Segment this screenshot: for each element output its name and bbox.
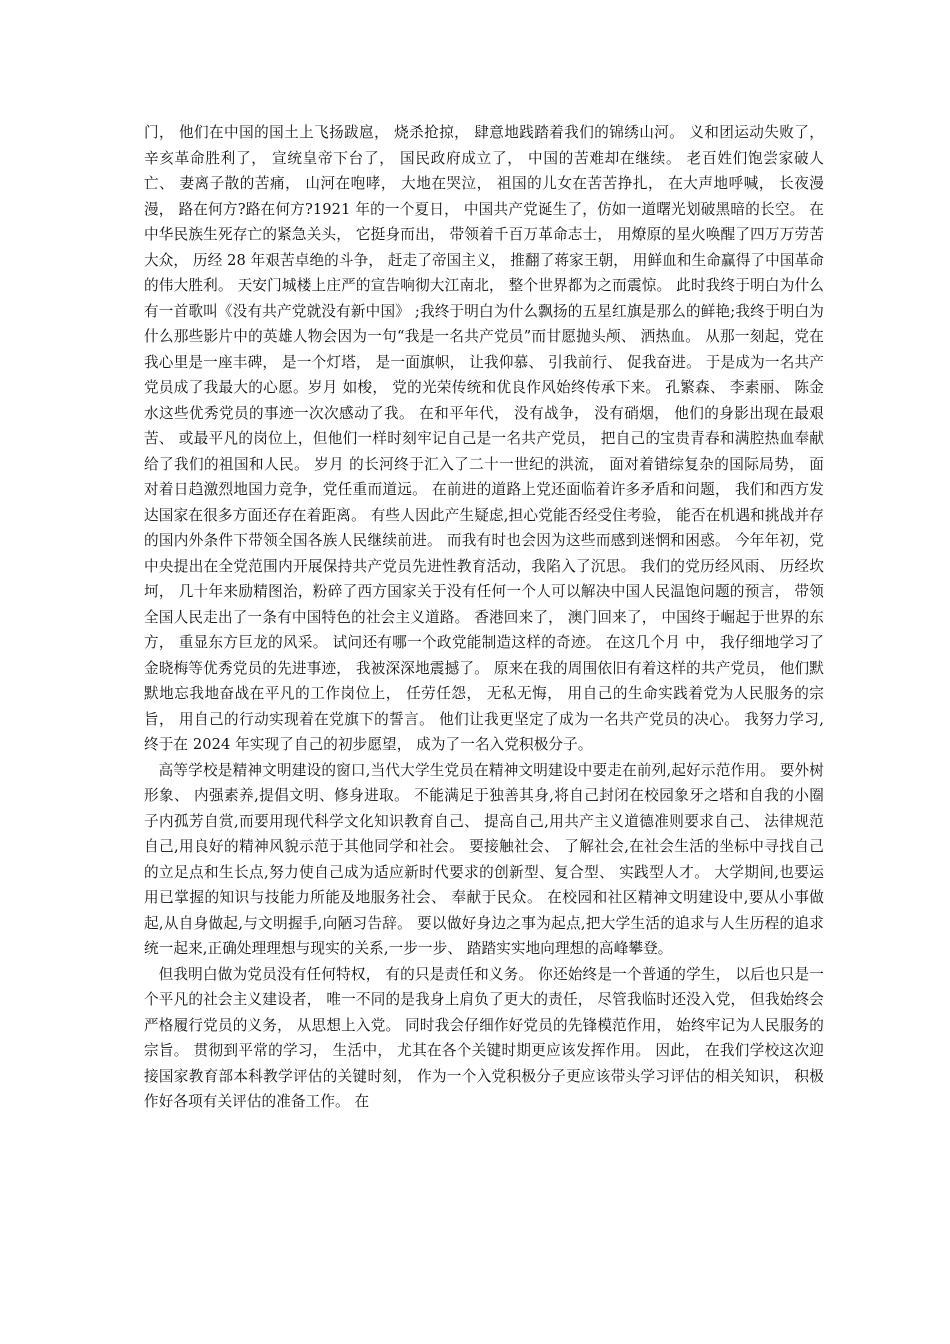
paragraph-1: 门， 他们在中国的国土上飞扬跋扈， 烧杀抢掠， 肆意地践踏着我们的锦绣山河。 义和团运动失败了， 辛亥革命胜利了， 宣统皇帝下台了， 国民政府成立了， 中国的苦难却在继续。 老百姓们饱尝家破人亡、 妻离子散的苦痛， 山河在咆哮， 大地在哭泣， 祖国的儿女在苦苦挣扎， 在大声地呼喊， 长夜漫漫， 路在何方?路在何方?1921 年的一个夏日， 中国共产党诞生了，仿如一道曙光划破黑暗的长空。 在中华民族生死存亡的紧急关头， 它挺身而出， 带领着千百万革命志士， 用燎原的星火唤醒了四万万劳苦大众， 历经 28 年艰苦卓绝的斗争， 赶走了帝国主义， 推翻了蒋家王朝， 用鲜血和生命赢得了中国革命的伟大胜利。 天安门城楼上庄严的宣告响彻大江南北， 整个世界都为之而震惊。 此时我终于明白为什么有一首歌叫《没有共产党就没有新中国》 ;我终于明白为什么飘扬的五星红旗是那么的鲜艳;我终于明白为什么那些影片中的英雄人物会因为一句“我是一名共产党员”而甘愿抛头颅、 洒热血。 从那一刻起，党在我心里是一座丰碑， 是一个灯塔， 是一面旗帜， 让我仰慕、 引我前行、 促我奋进。 于是成为一名共产党员成了我最大的心愿。岁月 如梭， 党的光荣传统和优良作风始终传承下来。 孔繁森、 李素丽、 陈金水这些优秀党员的事迹一次次感动了我。 在和平年代， 没有战争， 没有硝烟， 他们的身影出现在最艰苦、 或最平凡的岗位上，但他们一样时刻牢记自己是一名共产党员， 把自己的宝贵青春和满腔热血奉献给了我们的祖国和人民。 岁月 的长河终于汇入了二十一世纪的洪流， 面对着错综复杂的国际局势， 面对着日趋激烈地国力竞争，党任重而道远。 在前进的道路上党还面临着许多矛盾和问题， 我们和西方发达国家在很多方面还存在着距离。 有些人因此产生疑虑,担心党能否经受住考验， 能否在机遇和挑战并存的国内外条件下带领全国各族人民继续前进。 而我有时也会因为这些而感到迷惘和困惑。 今年年初，党中央提出在全党范围内开展保持共产党员先进性教育活动，我陷入了沉思。 我们的党历经风雨、 历经坎坷， 几十年来励精图治，粉碎了西方国家关于没有任何一个人可以解决中国人民温饱问题的预言， 带领全国人民走出了一条有中国特色的社会主义道路。 香港回来了， 澳门回来了， 中国终于崛起于世界的东方， 重显东方巨龙的风采。 试问还有哪一个政党能制造这样的奇迹。 在这几个月 中， 我仔细地学习了金晓梅等优秀党员的先进事迹， 我被深深地震撼了。 原来在我的周围依旧有着这样的共产党员， 他们默默地忘我地奋战在平凡的工作岗位上， 任劳任怨， 无私无悔， 用自己的生命实践着党为人民服务的宗旨， 用自己的行动实现着在党旗下的誓言。 他们让我更坚定了成为一名共产党员的决心。 我努力学习,终于在 2024 年实现了自己的初步愿望， 成为了一名入党积极分子。 [144,124,824,753]
paragraph-3: 但我明白做为党员没有任何特权， 有的只是责任和义务。 你还始终是一个普通的学生， 以后也只是一个平凡的社会主义建设者， 唯一不同的是我身上肩负了更大的责任， 尽管我临时还没入党， 但我始终会严格履行党员的义务， 从思想上入党。 同时我会仔细作好党员的先锋模范作用， 始终牢记为人民服务的宗旨。 贯彻到平常的学习， 生活中， 尤其在各个关键时期更应该发挥作用。 因此， 在我们学校这次迎接国家教育部本科教学评估的关键时刻， 作为一个入党积极分子更应该带头学习评估的相关知识， 积极作好各项有关评估的准备工作。 在 [144,965,824,1110]
document-page [144,120,824,1115]
paragraph-2: 高等学校是精神文明建设的窗口,当代大学生党员在精神文明建设中要走在前列,起好示范作用。 要外树形象、 内强素养,提倡文明、修身进取。 不能满足于独善其身,将自己封闭在校园象牙之塔和自我的小圈子内孤芳自赏,而要用现代科学文化知识教育自己、 提高自己,用共产主义道德准则要求自己、 法律规范自己,用良好的精神风貌示范于其他同学和社会。 要接触社会、 了解社会,在社会生活的坐标中寻找自己的立足点和生长点,努力使自己成为适应新时代要求的创新型、复合型、 实践型人才。 大学期间,也要运用已掌握的知识与技能力所能及地服务社会、 奉献于民众。 在校园和社区精神文明建设中,要从小事做起,从自身做起,与文明握手,向陋习告辞。 要以做好身边之事为起点,把大学生活的追求与人生历程的追求统一起来,正确处理理想与现实的关系,一步一步、 踏踏实实地向理想的高峰攀登。 [144,761,824,957]
